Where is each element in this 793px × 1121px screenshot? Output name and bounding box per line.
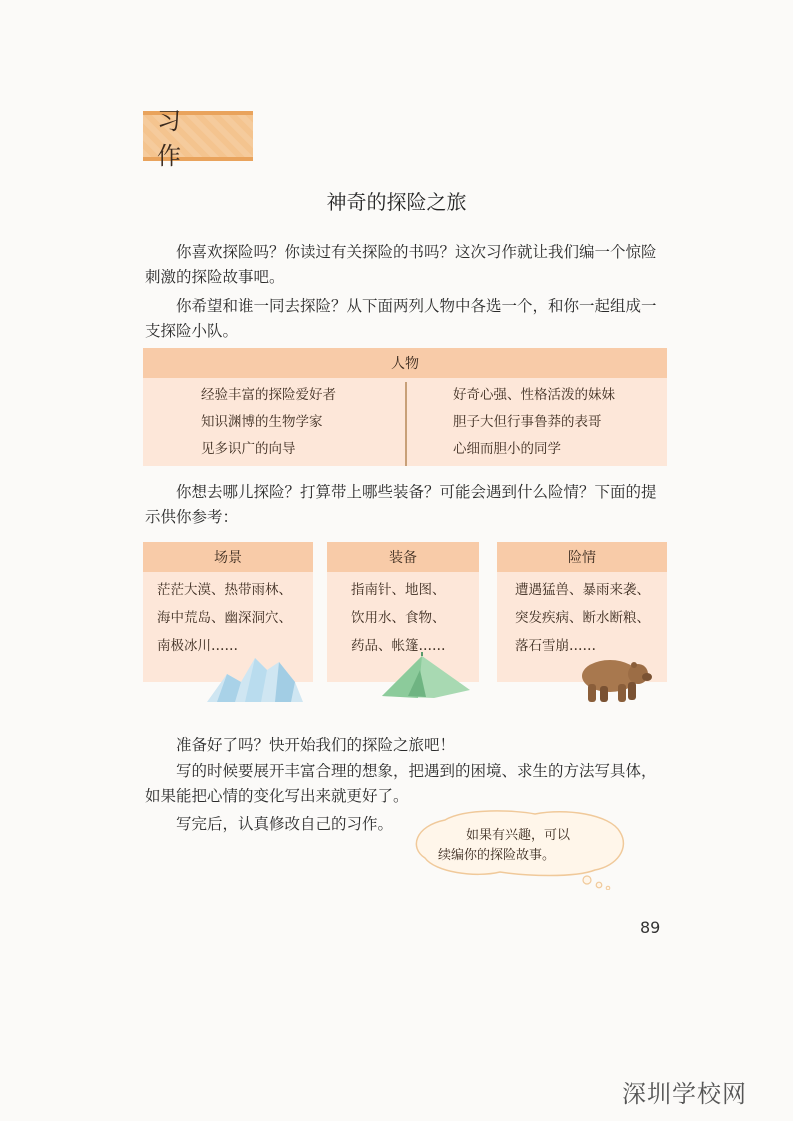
intro-paragraph-1: 你喜欢探险吗？你读过有关探险的书吗？这次习作就让我们编一个惊险刺激的探险故事吧。 [145, 243, 657, 286]
page-title: 神奇的探险之旅 [326, 190, 467, 214]
prompt-paragraph: 你想去哪儿探险？打算带上哪些装备？可能会遇到什么险情？下面的提示供你参考： [145, 483, 657, 526]
danger-line: 落石雪崩…… [515, 638, 596, 654]
equipment-line: 饮用水、食物、 [351, 610, 446, 626]
people-table [143, 348, 667, 466]
people-item: 经验丰富的探险爱好者 [201, 387, 336, 403]
outro-paragraph-3: 写完后，认真修改自己的习作。 [176, 815, 394, 833]
site-watermark: 深圳学校网 [622, 1080, 747, 1108]
danger-line: 遭遇猛兽、暴雨来袭、 [515, 582, 650, 598]
iceberg-illustration [205, 652, 305, 704]
scene-line: 茫茫大漠、热带雨林、 [157, 582, 292, 598]
equipment-line: 药品、帐篷…… [351, 638, 446, 654]
equipment-title: 装备 [327, 542, 479, 572]
people-right-column [453, 382, 615, 463]
danger-title: 险情 [497, 542, 667, 572]
scene-line: 海中荒岛、幽深洞穴、 [157, 610, 292, 626]
danger-line: 突发疾病、断水断粮、 [515, 610, 650, 626]
people-left-column [201, 382, 336, 463]
bear-illustration [570, 652, 654, 704]
people-item: 胆子大但行事鲁莽的表哥 [453, 414, 602, 430]
scene-line: 南极冰川…… [157, 638, 238, 654]
section-label-text: 习 作 [157, 107, 195, 170]
section-label [143, 107, 253, 170]
people-item: 见多识广的向导 [201, 441, 296, 457]
bubble-line-1: 如果有兴趣，可以 [466, 828, 571, 843]
people-item: 知识渊博的生物学家 [201, 414, 323, 430]
people-header: 人物 [143, 348, 667, 378]
scene-title: 场景 [143, 542, 313, 572]
outro-paragraph-2: 写的时候要展开丰富合理的想象，把遇到的困境、求生的方法写具体，如果能把心情的变化写出来就更好了。 [145, 762, 657, 805]
people-item: 心细而胆小的同学 [453, 441, 561, 457]
page-number: 89 [640, 918, 661, 937]
tent-illustration [378, 650, 474, 700]
bubble-text [438, 826, 608, 866]
intro-paragraph-2: 你希望和谁一同去探险？从下面两列人物中各选一个，和你一起组成一支探险小队。 [145, 297, 657, 340]
column-divider [405, 382, 407, 466]
equipment-line: 指南针、地图、 [351, 582, 446, 598]
people-item: 好奇心强、性格活泼的妹妹 [453, 387, 615, 403]
bubble-line-2: 续编你的探险故事。 [438, 848, 556, 863]
outro-paragraph-1: 准备好了吗？快开始我们的探险之旅吧！ [176, 736, 456, 754]
